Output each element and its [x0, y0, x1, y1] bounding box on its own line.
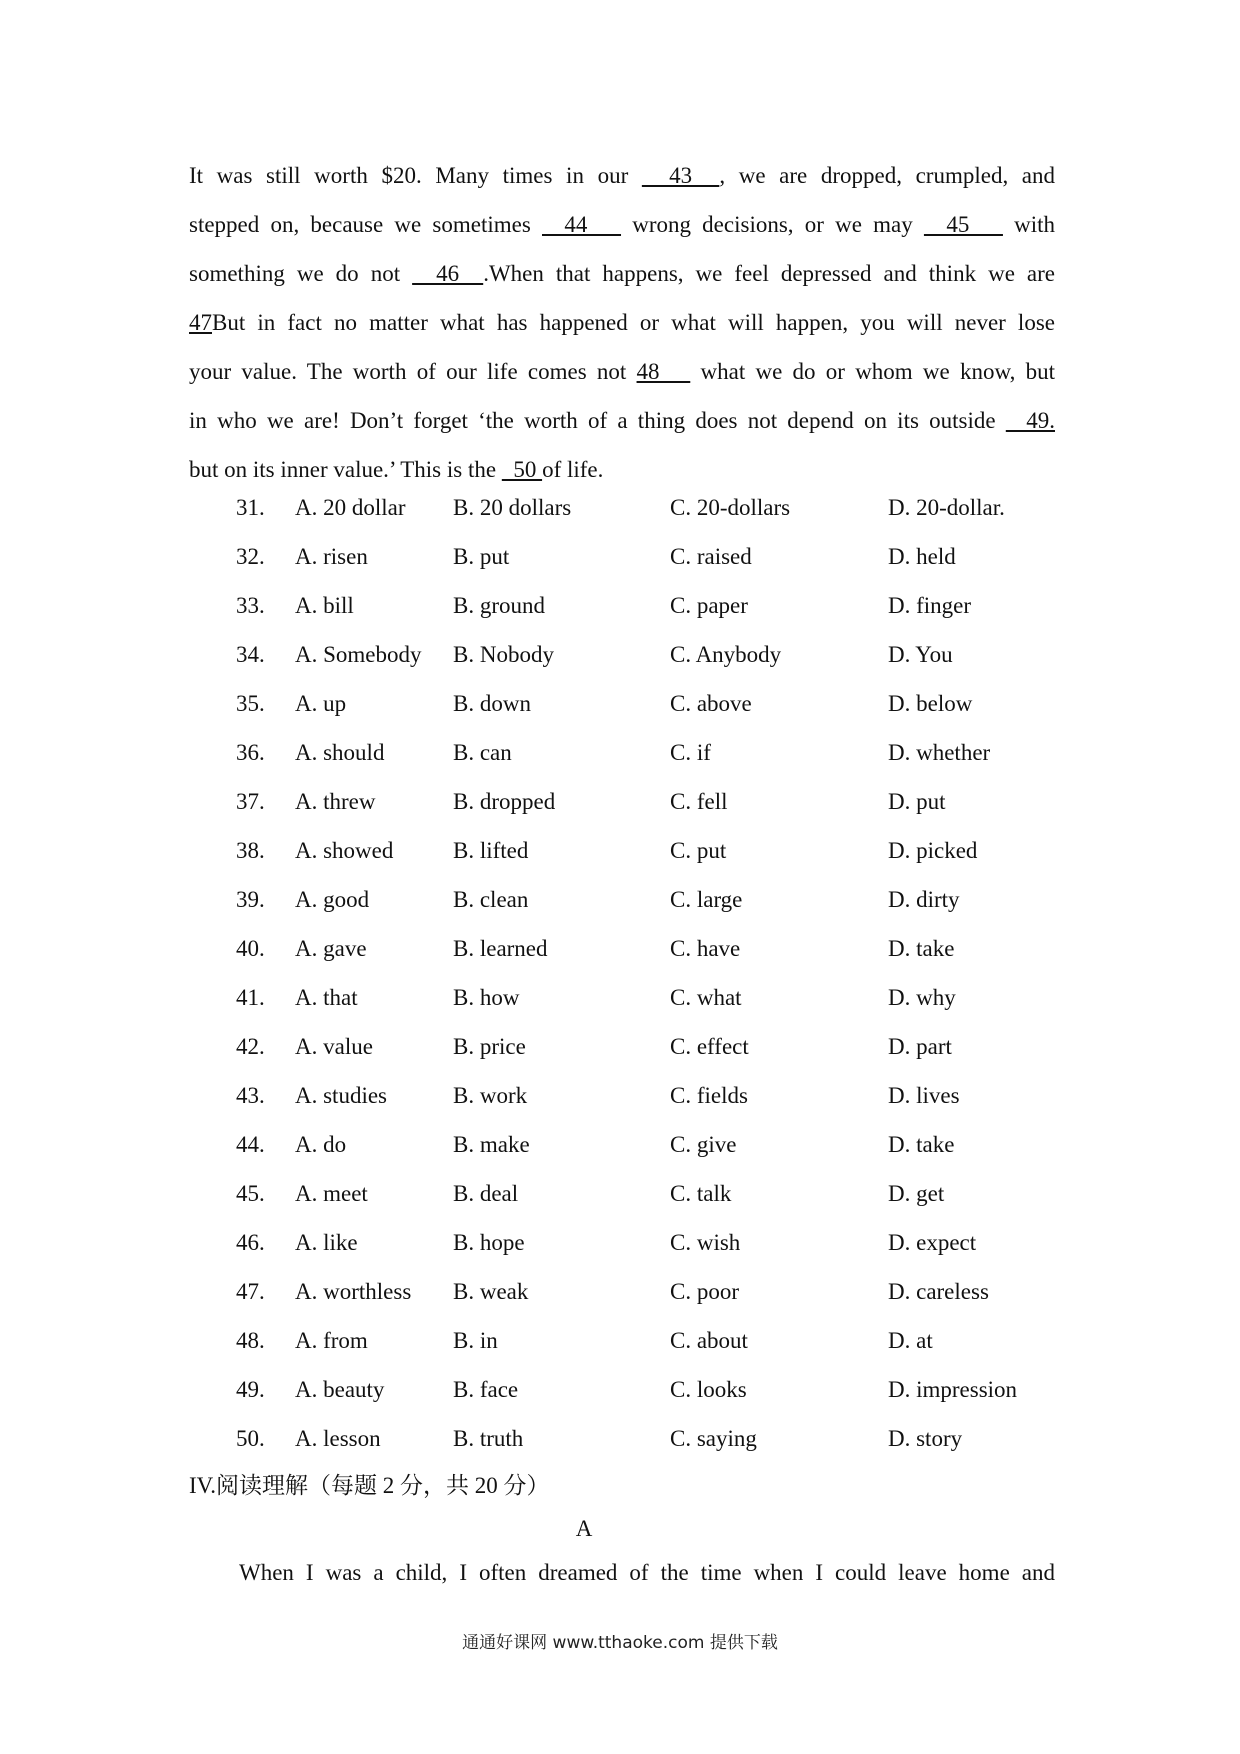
option-d: D. at — [888, 1328, 933, 1353]
answer-blank: 47 — [189, 310, 212, 335]
question-row — [0, 495, 1240, 544]
passage-line: It was still worth $20. Many times in our 43 , we are dropped, crumpled, and — [189, 163, 1056, 188]
option-a: A. value — [295, 1034, 373, 1059]
question-row — [0, 1132, 1240, 1181]
option-a: A. risen — [295, 544, 368, 569]
question-row — [0, 642, 1240, 691]
option-c: C. effect — [670, 1034, 749, 1059]
option-c: C. if — [670, 740, 711, 765]
option-c: C. wish — [670, 1230, 741, 1255]
option-b: B. learned — [453, 936, 548, 961]
option-c: C. large — [670, 887, 743, 912]
question-row — [0, 1181, 1240, 1230]
answer-blank: 49. — [1005, 408, 1055, 433]
option-c: C. fell — [670, 789, 728, 814]
question-number: 45. — [236, 1181, 265, 1206]
answer-blank: 48 — [636, 359, 691, 384]
question-number: 31. — [236, 495, 265, 520]
option-d: D. finger — [888, 593, 972, 618]
question-number: 40. — [236, 936, 265, 961]
option-c: C. looks — [670, 1377, 747, 1402]
question-number: 46. — [236, 1230, 265, 1255]
answer-blank: 45 — [923, 212, 1003, 237]
question-number: 50. — [236, 1426, 265, 1451]
option-d: D. impression — [888, 1377, 1018, 1402]
option-b: B. hope — [453, 1230, 525, 1255]
passage-line: but on its inner value.’ This is the 50 of life. — [189, 457, 604, 482]
option-b: B. truth — [453, 1426, 524, 1451]
option-b: B. in — [453, 1328, 498, 1353]
part-label: A — [575, 1516, 593, 1541]
option-a: A. showed — [295, 838, 394, 863]
option-c: C. put — [670, 838, 727, 863]
option-c: C. raised — [670, 544, 752, 569]
option-a: A. Somebody — [295, 642, 422, 667]
passage-line: something we do not 46 .When that happens, we feel depressed and think we are — [189, 261, 1055, 286]
answer-blank: 46 — [412, 261, 484, 286]
option-d: D. whether — [888, 740, 991, 765]
option-b: B. 20 dollars — [453, 495, 572, 520]
option-a: A. studies — [295, 1083, 387, 1108]
option-b: B. weak — [453, 1279, 529, 1304]
reading-first-line: When I was a child, I often dreamed of the time when I could leave home and — [239, 1560, 1055, 1585]
question-row — [0, 1426, 1240, 1475]
option-a: A. like — [295, 1230, 358, 1255]
question-number: 39. — [236, 887, 265, 912]
option-c: C. Anybody — [670, 642, 782, 667]
answer-blank: 43 — [641, 163, 720, 188]
option-d: D. put — [888, 789, 946, 814]
option-b: B. put — [453, 544, 510, 569]
section-heading: IV.阅读理解（每题 2 分，共 20 分） — [189, 1473, 550, 1498]
question-row — [0, 1230, 1240, 1279]
question-number: 44. — [236, 1132, 265, 1157]
question-row — [0, 1328, 1240, 1377]
question-number: 38. — [236, 838, 265, 863]
question-number: 35. — [236, 691, 265, 716]
option-d: D. below — [888, 691, 973, 716]
option-b: B. make — [453, 1132, 530, 1157]
question-row — [0, 1279, 1240, 1328]
option-d: D. part — [888, 1034, 952, 1059]
option-a: A. bill — [295, 593, 354, 618]
option-d: D. 20-dollar. — [888, 495, 1005, 520]
option-d: D. lives — [888, 1083, 960, 1108]
question-row — [0, 1083, 1240, 1132]
question-row — [0, 936, 1240, 985]
option-c: C. about — [670, 1328, 748, 1353]
question-row — [0, 593, 1240, 642]
passage-line: your value. The worth of our life comes not 48 what we do or whom we know, but — [189, 359, 1055, 384]
option-a: A. 20 dollar — [295, 495, 406, 520]
option-b: B. dropped — [453, 789, 556, 814]
option-d: D. picked — [888, 838, 978, 863]
question-options — [0, 495, 1240, 1475]
option-b: B. face — [453, 1377, 519, 1402]
option-c: C. fields — [670, 1083, 748, 1108]
option-a: A. meet — [295, 1181, 368, 1206]
option-b: B. ground — [453, 593, 545, 618]
option-c: C. above — [670, 691, 752, 716]
option-a: A. do — [295, 1132, 347, 1157]
option-a: A. from — [295, 1328, 368, 1353]
question-row — [0, 789, 1240, 838]
option-c: C. have — [670, 936, 741, 961]
option-d: D. why — [888, 985, 956, 1010]
option-d: D. You — [888, 642, 953, 667]
option-b: B. Nobody — [453, 642, 554, 667]
option-c: C. paper — [670, 593, 748, 618]
option-a: A. lesson — [295, 1426, 381, 1451]
option-b: B. how — [453, 985, 520, 1010]
option-b: B. clean — [453, 887, 529, 912]
question-row — [0, 544, 1240, 593]
option-d: D. held — [888, 544, 956, 569]
option-b: B. deal — [453, 1181, 519, 1206]
option-c: C. saying — [670, 1426, 757, 1451]
passage-line: stepped on, because we sometimes 44 wrong decisions, or we may 45 with — [189, 212, 1056, 237]
question-number: 42. — [236, 1034, 265, 1059]
passage-line: 47But in fact no matter what has happened or what will happen, you will never lose — [189, 310, 1055, 335]
option-b: B. price — [453, 1034, 526, 1059]
option-d: D. get — [888, 1181, 945, 1206]
option-a: A. should — [295, 740, 385, 765]
question-row — [0, 887, 1240, 936]
question-number: 32. — [236, 544, 265, 569]
footer: 通通好课网 www.tthaoke.com 提供下载 — [462, 1633, 778, 1653]
question-number: 47. — [236, 1279, 265, 1304]
option-d: D. careless — [888, 1279, 989, 1304]
option-a: A. worthless — [295, 1279, 412, 1304]
question-number: 43. — [236, 1083, 265, 1108]
question-number: 34. — [236, 642, 265, 667]
option-b: B. work — [453, 1083, 528, 1108]
option-d: D. take — [888, 936, 955, 961]
option-b: B. can — [453, 740, 512, 765]
question-number: 37. — [236, 789, 265, 814]
passage-line: in who we are! Don’t forget ‘the worth of a thing does not depend on its outside 49. — [189, 408, 1055, 433]
question-row — [0, 740, 1240, 789]
answer-blank: 44 — [542, 212, 622, 237]
question-number: 36. — [236, 740, 265, 765]
option-c: C. poor — [670, 1279, 739, 1304]
option-a: A. up — [295, 691, 347, 716]
option-a: A. gave — [295, 936, 367, 961]
option-c: C. what — [670, 985, 742, 1010]
option-d: D. expect — [888, 1230, 977, 1255]
option-d: D. take — [888, 1132, 955, 1157]
option-b: B. lifted — [453, 838, 529, 863]
option-c: C. talk — [670, 1181, 732, 1206]
option-d: D. dirty — [888, 887, 960, 912]
option-a: A. good — [295, 887, 370, 912]
question-row — [0, 1377, 1240, 1426]
question-row — [0, 691, 1240, 740]
option-a: A. that — [295, 985, 358, 1010]
answer-blank: 50 — [501, 457, 543, 482]
passage — [189, 151, 1055, 494]
question-number: 33. — [236, 593, 265, 618]
question-number: 49. — [236, 1377, 265, 1402]
question-number: 41. — [236, 985, 265, 1010]
question-row — [0, 838, 1240, 887]
question-row — [0, 985, 1240, 1034]
question-row — [0, 1034, 1240, 1083]
option-c: C. 20-dollars — [670, 495, 791, 520]
option-b: B. down — [453, 691, 531, 716]
option-c: C. give — [670, 1132, 737, 1157]
question-number: 48. — [236, 1328, 265, 1353]
option-a: A. beauty — [295, 1377, 385, 1402]
option-a: A. threw — [295, 789, 376, 814]
option-d: D. story — [888, 1426, 963, 1451]
